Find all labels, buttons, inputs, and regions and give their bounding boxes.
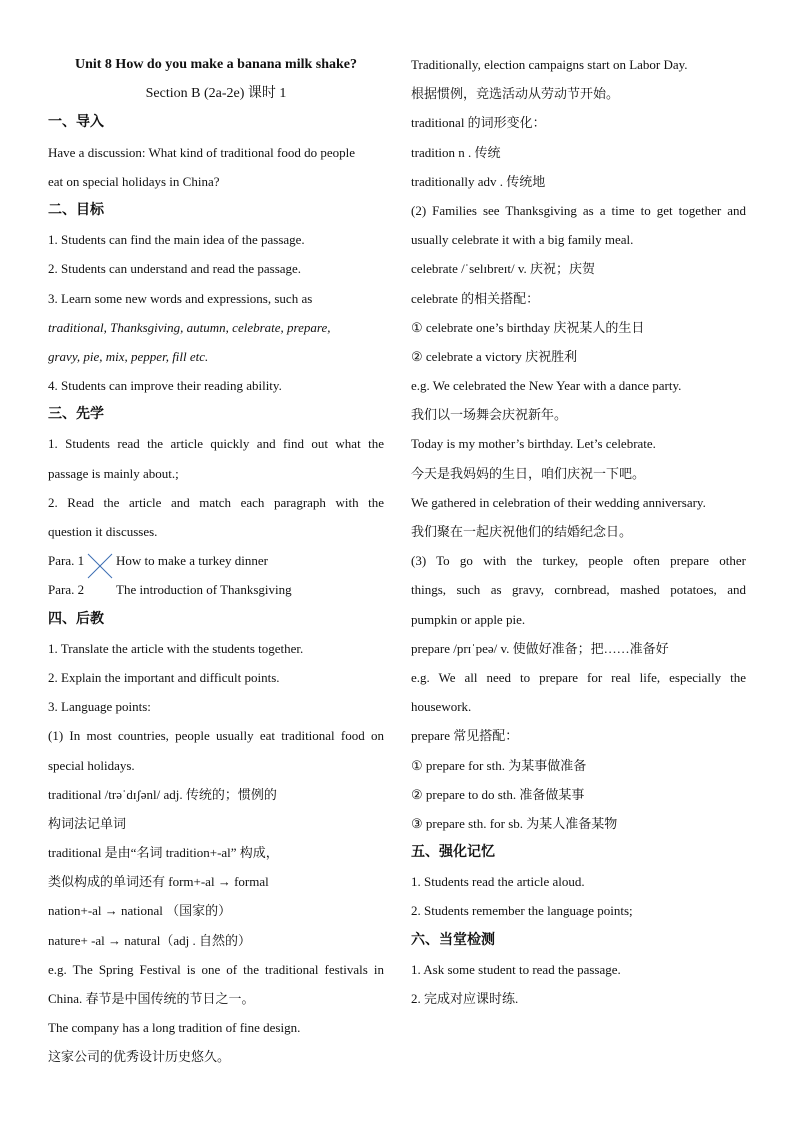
word-forms-heading: traditional 的词形变化： [411, 115, 546, 131]
match-label: Para. 2 [48, 582, 85, 598]
match-row [48, 546, 384, 575]
reinforce-item: 1. Students read the article aloud. [411, 874, 585, 890]
language-point-line: usually celebrate it with a big family meal. [411, 232, 634, 248]
word-form-item: tradition n . 传统 [411, 144, 501, 160]
goal-vocab-list: traditional, Thanksgiving, autumn, celebrate, prepare, [48, 319, 331, 335]
collocation-heading: celebrate 的相关搭配： [411, 290, 540, 306]
section-heading-intro: 一、导入 [48, 114, 104, 131]
collocation-item: ② prepare to do sth. 准备做某事 [411, 786, 585, 802]
teaching-item: 3. Language points: [48, 699, 151, 715]
prelearn-line: question it discusses. [48, 524, 158, 539]
lesson-title: Unit 8 How do you make a banana milk shake? [74, 57, 357, 72]
prelearn-line: passage is mainly about.; [48, 465, 179, 481]
language-point-line: (2) Families see Thanksgiving as a time to get together and [411, 202, 746, 218]
prelearn-line: 2. Read the article and match each paragraph with the [48, 494, 384, 510]
match-label: Para. 1 [48, 553, 85, 569]
match-cross-lines [86, 540, 116, 580]
intro-line: Have a discussion: What kind of traditional food do people [48, 144, 355, 160]
vocab-definition: celebrate /ˈselɪbreɪt/ v. 庆祝；庆贺 [411, 261, 595, 277]
example-sentence: Today is my mother’s birthday. Let’s celebrate. [411, 436, 656, 452]
section-heading-goals: 二、目标 [48, 201, 104, 218]
goal-vocab-list: gravy, pie, mix, pepper, fill etc. [48, 348, 209, 364]
example-translation: 根据惯例，竞选活动从劳动节开始。 [411, 86, 620, 102]
word-formation-note: nation+-al → national （国家的） [48, 903, 232, 919]
word-formation-note: traditional 是由“名词 tradition+-al” 构成， [48, 845, 279, 861]
teaching-item: 1. Translate the article with the students together. [48, 640, 304, 656]
goal-item: 4. Students can improve their reading ability. [48, 378, 282, 394]
match-text: The introduction of Thanksgiving [116, 582, 292, 598]
vocab-definition: prepare /prɪˈpeə/ v. 使做好准备；把……准备好 [411, 640, 669, 656]
example-translation: 我们聚在一起庆祝他们的结婚纪念日。 [411, 524, 633, 539]
collocation-item: ① prepare for sth. 为某事做准备 [411, 757, 587, 773]
language-point-line: (3) To go with the turkey, people often prepare other [411, 553, 746, 569]
language-point-line: special holidays. [48, 757, 135, 773]
right-column [411, 50, 746, 1013]
example-sentence: housework. [411, 699, 472, 715]
example-sentence: e.g. The Spring Festival is one of the traditional festivals in [48, 961, 384, 977]
word-formation-note: 构词法记单词 [48, 815, 127, 831]
section-heading-teaching: 四、后教 [48, 610, 104, 627]
goal-item: 3. Learn some new words and expressions, such as [48, 290, 313, 306]
example-sentence: Traditionally, election campaigns start on Labor Day. [411, 57, 688, 72]
example-sentence: e.g. We celebrated the New Year with a dance party. [411, 378, 682, 394]
example-sentence: We gathered in celebration of their wedding anniversary. [411, 494, 706, 510]
example-sentence: The company has a long tradition of fine design. [48, 1020, 301, 1036]
match-text: How to make a turkey dinner [116, 553, 268, 569]
example-translation: 我们以一场舞会庆祝新年。 [411, 407, 568, 423]
vocab-definition: traditional /trəˈdɪʃənl/ adj. 传统的；惯例的 [48, 786, 277, 802]
collocation-item: ② celebrate a victory 庆祝胜利 [411, 348, 578, 364]
prelearn-line: 1. Students read the article quickly and find out what the [48, 436, 384, 452]
collocation-item: ③ prepare sth. for sb. 为某人准备某物 [411, 815, 618, 831]
section-heading-reinforce: 五、强化记忆 [411, 844, 495, 861]
goal-item: 2. Students can understand and read the passage. [48, 261, 302, 277]
word-formation-note: 类似构成的单词还有 form+-al → formal [48, 874, 269, 890]
reinforce-item: 2. Students remember the language points; [411, 903, 633, 919]
intro-line: eat on special holidays in China? [48, 173, 220, 189]
example-translation: 今天是我妈妈的生日，咱们庆祝一下吧。 [411, 465, 646, 481]
collocation-item: ① celebrate one’s birthday 庆祝某人的生日 [411, 319, 645, 335]
section-heading-prelearn: 三、先学 [48, 406, 104, 423]
section-heading-test: 六、当堂检测 [411, 931, 495, 948]
goal-item: 1. Students can find the main idea of the passage. [48, 232, 305, 248]
word-form-item: traditionally adv . 传统地 [411, 173, 546, 189]
lesson-subtitle: Section B (2a-2e) 课时 1 [145, 86, 287, 102]
collocation-heading: prepare 常见搭配： [411, 728, 519, 744]
example-sentence: China. 春节是中国传统的节日之一。 [48, 991, 255, 1006]
example-sentence: e.g. We all need to prepare for real life, especially the [411, 669, 746, 685]
test-item: 2. 完成对应课时练. [411, 991, 519, 1006]
language-point-line: pumpkin or apple pie. [411, 611, 526, 627]
left-column [48, 50, 384, 1072]
word-formation-note: nature+ -al → natural（adj . 自然的） [48, 932, 251, 948]
example-translation: 这家公司的优秀设计历史悠久。 [48, 1049, 231, 1065]
test-item: 1. Ask some student to read the passage. [411, 961, 621, 977]
language-point-line: (1) In most countries, people usually eat traditional food on [48, 728, 384, 744]
match-row [48, 575, 384, 604]
language-point-line: things, such as gravy, cornbread, mashed potatoes, and [411, 582, 746, 598]
teaching-item: 2. Explain the important and difficult points. [48, 669, 280, 685]
